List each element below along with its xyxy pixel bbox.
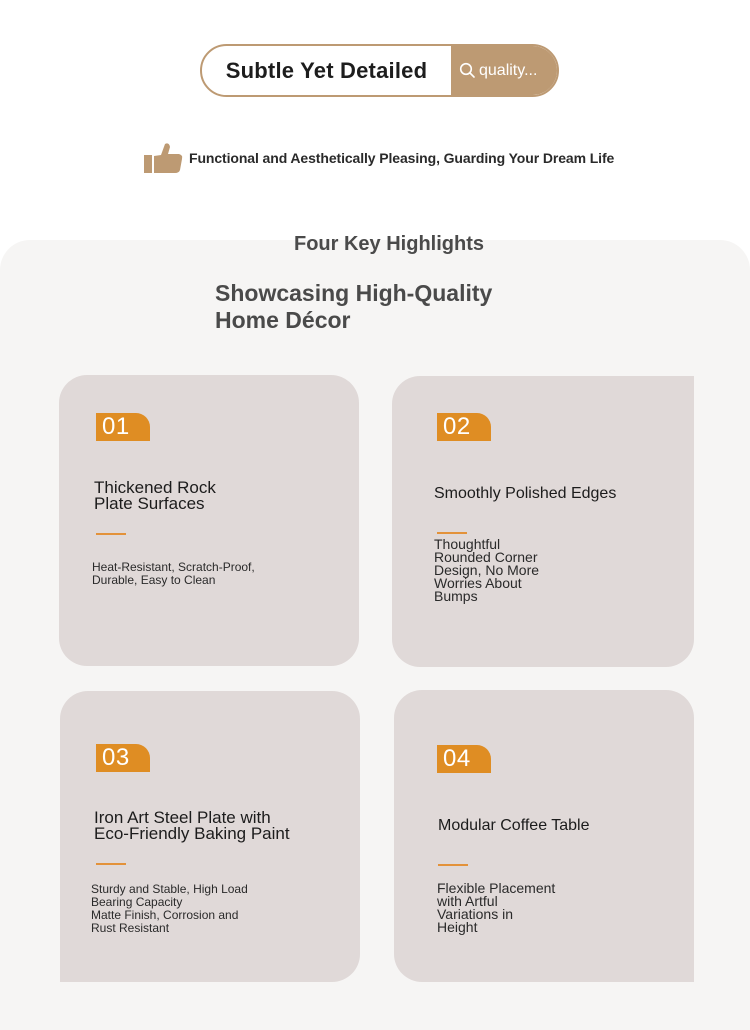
- card-number-badge: 01: [96, 413, 150, 441]
- highlight-card-1: [59, 375, 359, 666]
- search-icon: [459, 62, 476, 79]
- card-number-badge: 02: [437, 413, 491, 441]
- search-button[interactable]: [451, 46, 557, 95]
- card-title: Smoothly Polished Edges: [434, 485, 617, 502]
- highlight-card-4: [394, 690, 694, 982]
- card-divider: [438, 864, 468, 866]
- section-title: Four Key Highlights: [294, 233, 484, 255]
- subtitle-line: Showcasing High-Quality: [215, 280, 493, 306]
- card-title: Modular Coffee Table: [438, 817, 590, 834]
- card-description: Thoughtful Rounded Corner Design, No More Worries About Bumps: [434, 536, 540, 604]
- section-subtitle: [215, 280, 535, 334]
- highlight-card-2: [392, 376, 694, 667]
- tagline: [143, 142, 614, 174]
- thumbs-up-icon: [143, 142, 183, 174]
- search-bar[interactable]: [200, 44, 559, 97]
- search-button-label: quality...: [479, 61, 538, 79]
- card-divider: [96, 533, 126, 535]
- card-description: Flexible Placement with Artful Variations in Height: [437, 880, 556, 935]
- search-text: Subtle Yet Detailed: [225, 57, 428, 83]
- card-divider: [437, 532, 467, 534]
- tagline-text: Functional and Aesthetically Pleasing, Guarding Your Dream Life: [189, 150, 615, 166]
- card-number-badge: 03: [96, 744, 150, 772]
- card-title: Iron Art Steel Plate with Eco-Friendly Baking Paint: [94, 808, 290, 843]
- subtitle-line: Home Décor: [215, 307, 351, 333]
- card-description: Heat-Resistant, Scratch-Proof, Durable, Easy to Clean: [92, 560, 255, 587]
- card-number-badge: 04: [437, 745, 491, 773]
- card-divider: [96, 863, 126, 865]
- card-description: Sturdy and Stable, High Load Bearing Capacity Matte Finish, Corrosion and Rust Resistant: [91, 882, 248, 935]
- card-title: Thickened Rock Plate Surfaces: [94, 478, 216, 513]
- highlight-card-3: [60, 691, 360, 982]
